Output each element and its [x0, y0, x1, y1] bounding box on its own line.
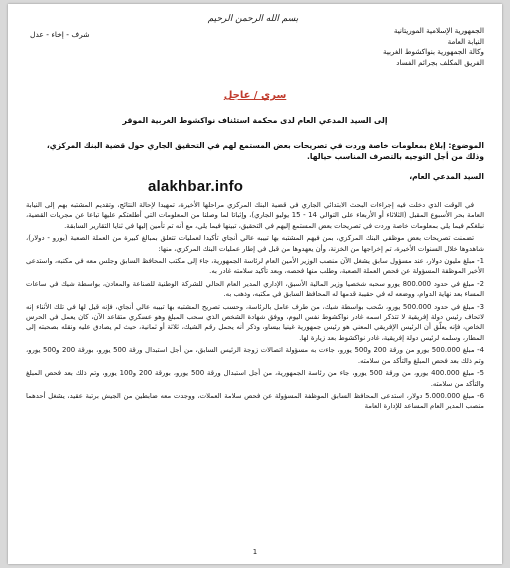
document-page — [8, 4, 502, 564]
body-paragraph: في الوقت الذي دخلت فيه إجراءات البحث الابتدائي الجاري في قضية البنك المركزي مراحلها الأخيرة، تمهيدا لإحالة النتائج، وتقديم المشتبه بهم إلى النيابة العامة بحر الأسبوع المقبل (الثلاثاء أو الأربعاء على التوالي 14 - 15 يوليو الجاري)، وإثباتا لما وصلنا من المعلومات التي أطلعتكم عليها تباعا عن مجريات القضية، نبلغكم فيما يلي بمعلومات خاصة وردت في تصريحات بعض المستمع إليهم في التحقيق، تبينها فيما يلي، مع أنه تم تأمين إليها في ثنايا التقارير السابقة. — [26, 201, 485, 230]
body-list-item: 1- مبلغ مليون دولار، عند مسؤول سابق يشغل الآن منصب الوزير الأمين العام لرئاسة الجمهورية، جاء إلى مكتب المحافظ السابق وجلس معه في مكتبه، واستدعى الأخير الموظفة المسؤولة عن فحص العملة الصعبة، وطلب منها فحصه، وبعد تأكيد سلامته غادر به. — [26, 257, 484, 276]
body-paragraph: تضمنت تصريحات بعض موظفي البنك المركزي، بمن فيهم المشتبه بها تبيبه عالي أنجاي تأكيدا لعمليات تتعلق بمبالغ كبيرة من العملة الصعبة (يورو - دولار)، شاهدوها خلال السنوات الأخيرة، تم إخراجها من الخزنة، وأن يعهدوها من قبل في إطار عمليات البنك المركزي، منها: — [26, 234, 484, 253]
letterhead-line: وكالة الجمهورية بنواكشوط الغربية — [382, 47, 484, 56]
letterhead-line: الفريق المكلف بجرائم الفساد — [396, 57, 484, 67]
classification-label: سري / عاجل — [223, 90, 287, 101]
body-list-item: 4- مبلغ 500.000 يورو من ورقة 200 و500 يورو، جاءت به مسؤولة اتصالات زوجة الرئيس السابق، من أجل استبدال ورقة 500 يورو، بورقة 200 و500 يورو، وتم ذلك بعد فحص المبلغ والتأكد من سلامته. — [26, 346, 484, 365]
letterhead-line: الجمهورية الإسلامية الموريتانية — [393, 26, 484, 35]
recipient-line: إلى السيد المدعي العام لدى محكمة استئناف نواكشوط الغربية الموقر — [122, 116, 388, 125]
national-motto: شرف - إخاء - عدل — [30, 30, 90, 39]
body-list-item: 3- مبلغ في حدود 500.000 يورو، سُحب بواسطة شيك، من طرف عامل بالرئاسة، وحسب تصريح المشتبه بها تبيبه عالي أنجاي، فإنه قيل لها في تلك الأثناء إنه لاتحاف رئيس دولة إفريقية لا تتذكر اسمه غادر نواكشوط نفس اليوم، ووفق شهادة الشخص الذي سحب المبلغ وهو عسكري متقاعد الآن، كان يعمل في الحرس الخاص، فإنه يعلّق أن الرئيس الإفريقي المعني هو رئيس جمهورية غينيا بيساو، وذكر أنه يحمل رقم الشيك، ثلاثة أو ثمانية، حيث لم يصادق عليه ونقله بصحبته إلى المطار، وسلمه لرئيس دولة إفريقية، غادر نواكشوط بعد زيارة لها. — [26, 302, 484, 342]
letterhead-line: النيابة العامة — [447, 36, 484, 46]
body-list-item: 6- مبلغ 5.000.000 دولار، استدعى المحافظ السابق الموظفة المسؤولة عن فحص سلامة العملات، ووجدت معه ضابطين من الجيش برتبة عقيد، يشغل أحدهما منصب المدير العام المساعد للإدارة العامة — [26, 391, 484, 411]
letterhead — [264, 26, 484, 68]
subject-line: الموضوع: إبلاغ بمعلومات خاصة وردت في تصريحات بعض المستمع لهم في التحقيق الجاري حول قضية البنك المركزي، وذلك من أجل التوجيه بالتصرف المناسب حيالها. — [46, 141, 484, 161]
watermark: alakhbar.info — [148, 178, 244, 195]
letter-body — [26, 200, 484, 414]
page-number: 1 — [252, 548, 258, 556]
body-list-item: 5- مبلغ 400.000 يورو، من ورقة 500 يورو، جاء من رئاسة الجمهورية، من أجل استبدال ورقة 500 يورو، بورقة 200 و100 يورو، وتم ذلك بعد فحص المبلغ والتأكد من سلامته. — [26, 369, 485, 388]
basmala: بسم الله الرحمن الرحيم — [207, 14, 299, 24]
body-list-item: 2- مبلغ في حدود 800.000 يورو سحبه شخصيا وزير المالية الأسبق، الإداري المدير العام الحالي للشركة الوطنية للصناعة والمعادن، بواسطة شيك في ساعات المساء بعد نهاية الدوام، ووضعه له في حقيبة قدمها له المحافظ السابق في مكتبه، وذهب به. — [26, 279, 484, 299]
salutation: السيد المدعي العام، — [409, 172, 484, 181]
